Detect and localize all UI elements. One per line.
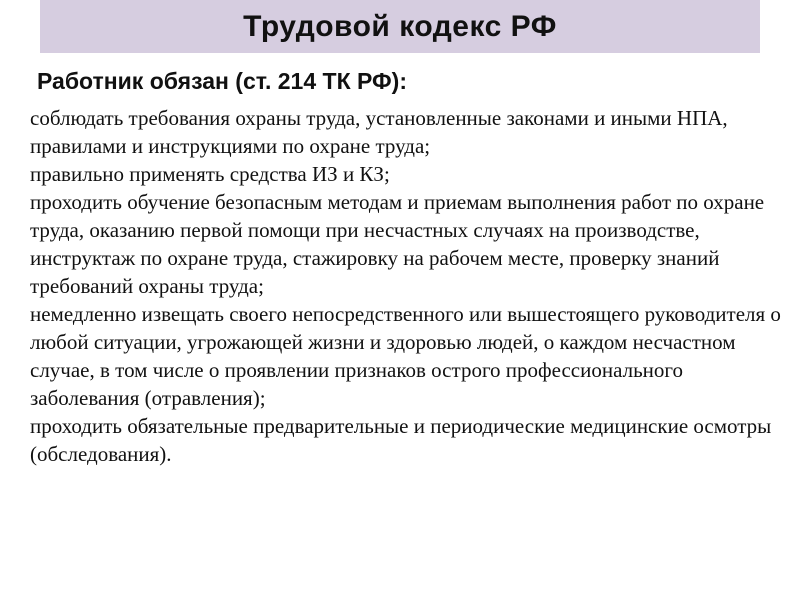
list-item bbox=[14, 160, 794, 188]
list-item-text: проходить обязательные предварительные и периодические медицинские осмотры (обследования). bbox=[30, 414, 772, 466]
list-item bbox=[14, 104, 794, 160]
list-item-text: соблюдать требования охраны труда, установленные законами и иными НПА, правилами и инструкциями по охране труда; bbox=[30, 106, 728, 158]
page-title: Трудовой кодекс РФ bbox=[243, 9, 557, 43]
title-banner bbox=[40, 0, 760, 53]
list-item bbox=[14, 300, 794, 412]
duties-list bbox=[14, 104, 794, 468]
list-item-text: правильно применять средства ИЗ и КЗ; bbox=[30, 162, 390, 186]
list-item-text: проходить обучение безопасным методам и приемам выполнения работ по охране труда, оказанию первой помощи при несчастных случаях на производстве, инструктаж по охране труда, стажировку на рабочем месте, проверку знаний требований охраны труда; bbox=[30, 190, 765, 298]
list-item bbox=[14, 188, 794, 300]
section-heading: Работник обязан (ст. 214 ТК РФ): bbox=[37, 68, 407, 94]
list-item bbox=[14, 412, 794, 468]
list-item-text: немедленно извещать своего непосредственного или вышестоящего руководителя о любой ситуации, угрожающей жизни и здоровью людей, о каждом несчастном случае, в том числе о проявлении признаков острого профессионального заболевания (отравления); bbox=[30, 302, 781, 410]
